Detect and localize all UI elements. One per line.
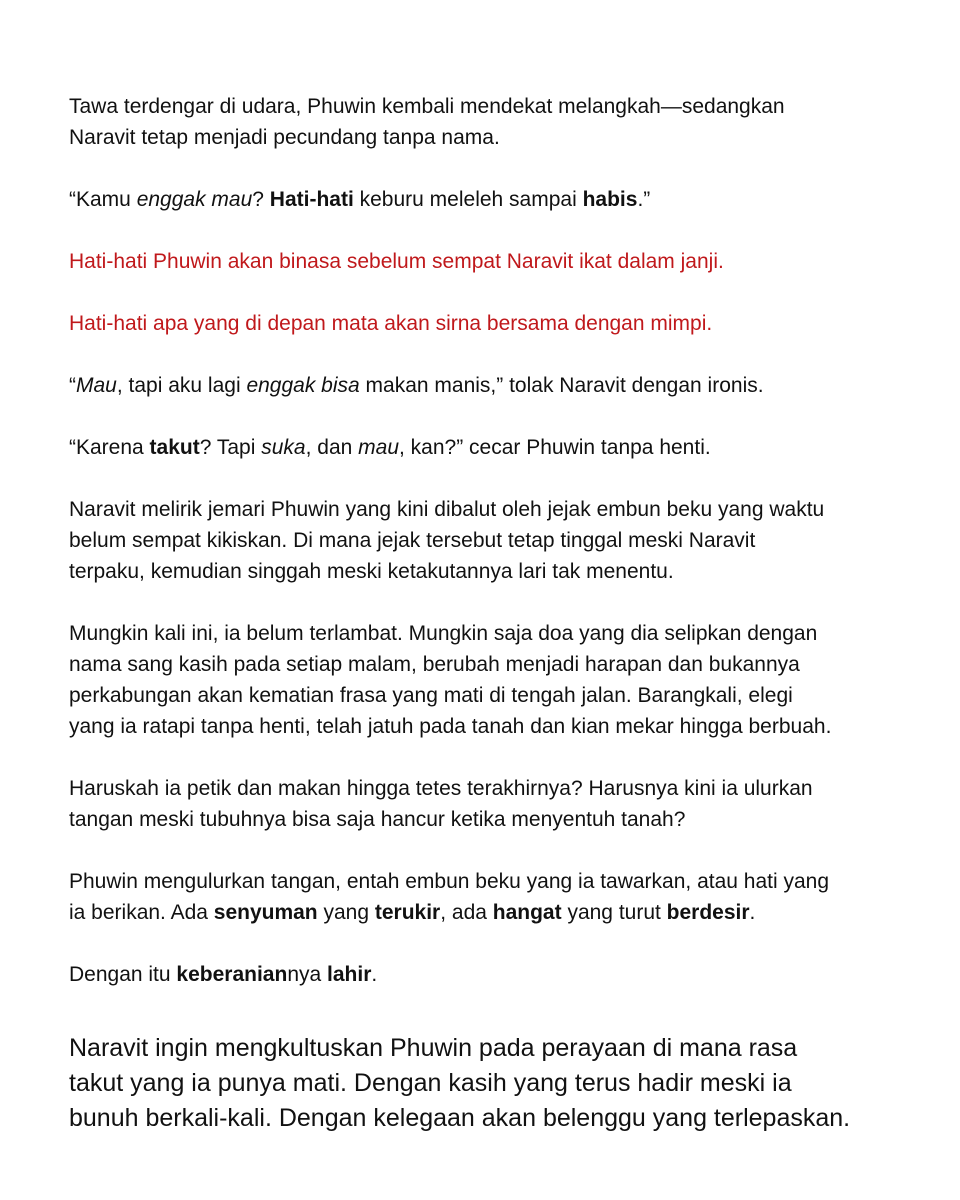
p5-italic-2: enggak bisa [246, 374, 360, 397]
paragraph-8 [69, 618, 909, 742]
paragraph-1-line-1: Tawa terdengar di udara, Phuwin kembali mendekat melangkah—sedangkan [69, 95, 785, 118]
p2-text-1: ? [252, 188, 270, 211]
p6-open: “Karena [69, 436, 150, 459]
p2-italic-1: enggak mau [136, 188, 253, 211]
paragraph-7-line-2: belum sempat kikiskan. Di mana jejak tersebut tetap tinggal meski Naravit [69, 529, 756, 552]
paragraph-1 [69, 91, 909, 153]
paragraph-7-line-3: terpaku, kemudian singgah meski ketakutannya lari tak menentu. [69, 560, 674, 583]
p5-italic-1: Mau [76, 374, 117, 397]
p10-bold-4: berdesir [666, 901, 750, 924]
paragraph-10 [69, 866, 909, 928]
p10-bold-1: senyuman [213, 901, 318, 924]
p10-text-a: ia berikan. Ada [69, 901, 214, 924]
paragraph-3-red: Hati-hati Phuwin akan binasa sebelum sempat Naravit ikat dalam janji. [69, 250, 724, 273]
p11-close: . [371, 963, 378, 986]
p11-text-1: nya [287, 963, 328, 986]
p6-italic-1: suka [261, 436, 306, 459]
p10-text-d: yang turut [561, 901, 667, 924]
p10-text-b: yang [317, 901, 375, 924]
paragraph-12-line-2: takut yang ia punya mati. Dengan kasih yang terus hadir meski ia [69, 1069, 792, 1097]
paragraph-12-line-1: Naravit ingin mengkultuskan Phuwin pada perayaan di mana rasa [69, 1034, 798, 1062]
p11-bold-2: lahir [327, 963, 372, 986]
p2-bold-1: Hati-hati [269, 188, 354, 211]
paragraph-12-line-3: bunuh berkali-kali. Dengan kelegaan akan belenggu yang terlepaskan. [69, 1104, 851, 1132]
p10-bold-3: hangat [492, 901, 562, 924]
paragraph-8-line-3: perkabungan akan kematian frasa yang mati di tengah jalan. Barangkali, elegi [69, 684, 793, 707]
p6-text-3: , kan?” cecar Phuwin tanpa henti. [399, 436, 711, 459]
p11-bold-1: keberanian [176, 963, 288, 986]
p6-text-1: ? Tapi [199, 436, 262, 459]
paragraph-7-line-1: Naravit melirik jemari Phuwin yang kini dibalut oleh jejak embun beku yang waktu [69, 498, 825, 521]
paragraph-10-line-1: Phuwin mengulurkan tangan, entah embun beku yang ia tawarkan, atau hati yang [69, 870, 830, 893]
paragraph-6-dialogue [69, 432, 909, 463]
p5-text-1: , tapi aku lagi [116, 374, 247, 397]
paragraph-9 [69, 773, 909, 835]
p10-text-c: , ada [440, 901, 493, 924]
p11-open: Dengan itu [69, 963, 177, 986]
paragraph-12-closing [69, 1031, 909, 1136]
p5-text-2: makan manis,” tolak Naravit dengan ironis. [359, 374, 764, 397]
p6-italic-2: mau [358, 436, 399, 459]
paragraph-7 [69, 494, 909, 587]
paragraph-8-line-4: yang ia ratapi tanpa henti, telah jatuh pada tanah dan kian mekar hingga berbuah. [69, 715, 832, 738]
paragraph-10-line-2 [69, 897, 909, 928]
p2-open: “Kamu [69, 188, 137, 211]
paragraph-11 [69, 959, 909, 990]
p2-text-2: keburu meleleh sampai [353, 188, 583, 211]
paragraph-8-line-2: nama sang kasih pada setiap malam, berubah menjadi harapan dan bukannya [69, 653, 800, 676]
p6-text-2: , dan [305, 436, 359, 459]
paragraph-4-red: Hati-hati apa yang di depan mata akan sirna bersama dengan mimpi. [69, 312, 713, 335]
paragraph-9-line-1: Haruskah ia petik dan makan hingga tetes terakhirnya? Harusnya kini ia ulurkan [69, 777, 813, 800]
p2-close: .” [637, 188, 651, 211]
paragraph-2-dialogue [69, 184, 909, 215]
p2-bold-2: habis [582, 188, 638, 211]
p10-text-e: . [749, 901, 756, 924]
paragraph-9-line-2: tangan meski tubuhnya bisa saja hancur ketika menyentuh tanah? [69, 808, 686, 831]
p6-bold-1: takut [149, 436, 200, 459]
paragraph-8-line-1: Mungkin kali ini, ia belum terlambat. Mungkin saja doa yang dia selipkan dengan [69, 622, 818, 645]
p10-bold-2: terukir [374, 901, 441, 924]
paragraph-1-line-2: Naravit tetap menjadi pecundang tanpa nama. [69, 126, 500, 149]
paragraph-5-dialogue [69, 370, 909, 401]
p5-open: “ [69, 374, 76, 397]
